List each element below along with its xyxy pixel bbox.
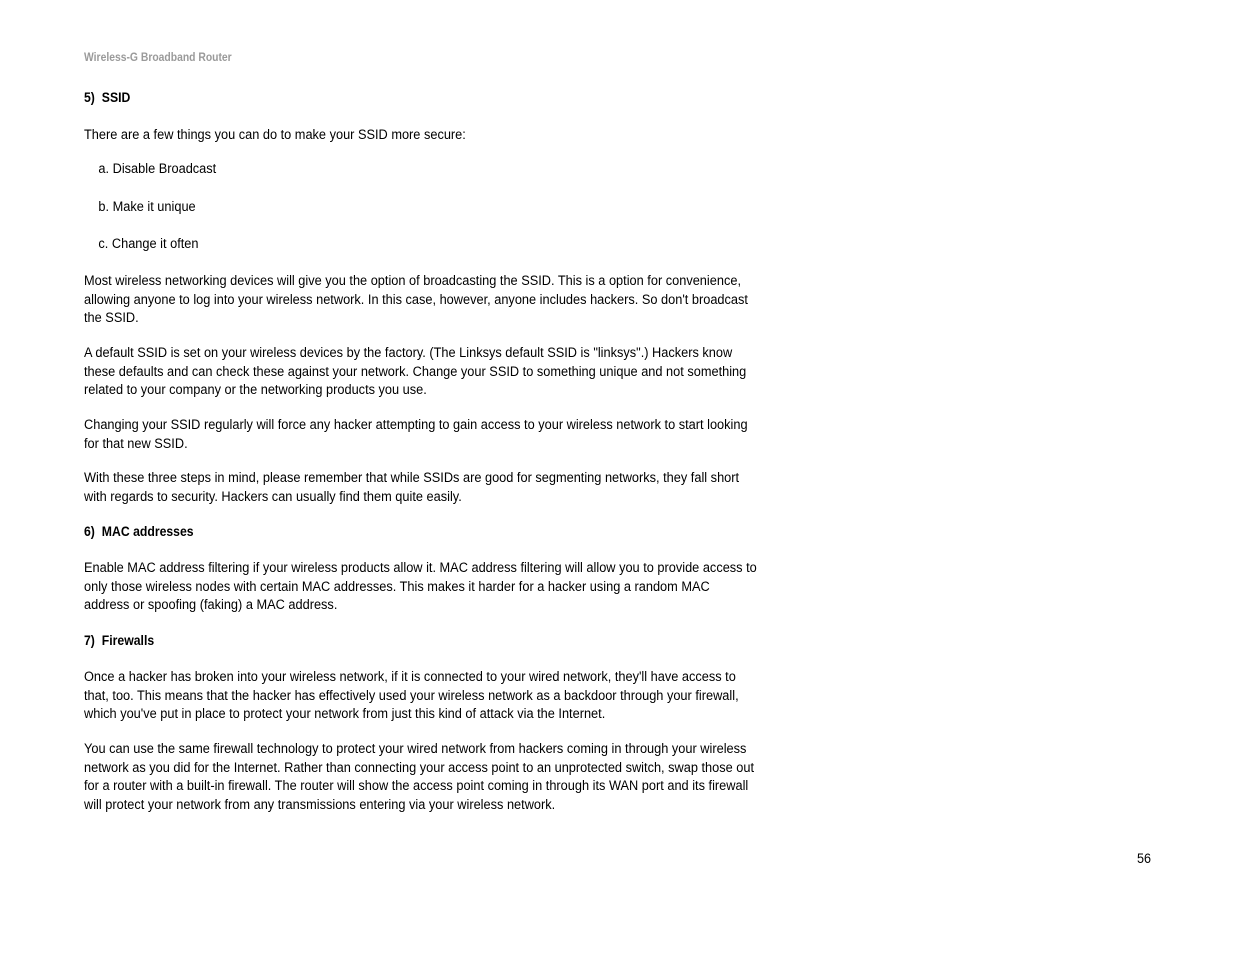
paragraph: You can use the same firewall technology to protect your wired network from hackers coming in through your wireless network as you did for the Internet. Rather than connecting your access point to an unprotected switch, swap those out for a router with a built-in firewall. The router will show the access point coming in through its WAN port and its firewall will protect your network from any transmissions entering via your wireless network. xyxy=(84,741,755,814)
paragraph: Once a hacker has broken into your wireless network, if it is connected to your wired network, they'll have access to that, too. This means that the hacker has effectively used your wireless network as a backdoor through your firewall, which you've put in place to protect your network from just this kind of attack via the Internet. xyxy=(84,669,739,723)
section-number: 6) xyxy=(84,524,95,539)
section-heading-ssid xyxy=(84,89,757,108)
document-header: Wireless-G Broadband Router xyxy=(84,52,232,64)
paragraph: Enable MAC address filtering if your wireless products allow it. MAC address filtering will allow you to provide access to only those wireless nodes with certain MAC addresses. This makes it harder for a hacker using a random MAC address or spoofing (faking) a MAC address. xyxy=(84,560,757,614)
section-title: Firewalls xyxy=(101,633,155,648)
paragraph: A default SSID is set on your wireless devices by the factory. (The Linksys default SSID is "linksys".) Hackers know these defaults and can check these against your network. Change your SSID to something unique and not something related to your company or the networking products you use. xyxy=(84,345,747,399)
list-item: b. Make it unique xyxy=(98,199,196,215)
page-number: 56 xyxy=(1137,850,1152,866)
section-heading-mac xyxy=(84,523,757,542)
paragraph: Most wireless networking devices will give you the option of broadcasting the SSID. This is a option for convenience, allowing anyone to log into your wireless network. In this case, however, anyone includes hackers. So don't broadcast the SSID. xyxy=(84,273,748,327)
section-heading-firewalls xyxy=(84,632,757,651)
section-title: MAC addresses xyxy=(101,524,194,539)
ssid-intro: There are a few things you can do to make your SSID more secure: xyxy=(84,127,466,143)
section-number: 7) xyxy=(84,633,95,648)
section-number: 5) xyxy=(84,90,95,105)
list-item: a. Disable Broadcast xyxy=(98,161,217,177)
section-title: SSID xyxy=(101,90,131,105)
paragraph: Changing your SSID regularly will force any hacker attempting to gain access to your wireless network to start looking for that new SSID. xyxy=(84,417,748,452)
list-item: c. Change it often xyxy=(98,236,199,252)
paragraph: With these three steps in mind, please remember that while SSIDs are good for segmenting networks, they fall short with regards to security. Hackers can usually find them quite easily. xyxy=(84,470,740,505)
